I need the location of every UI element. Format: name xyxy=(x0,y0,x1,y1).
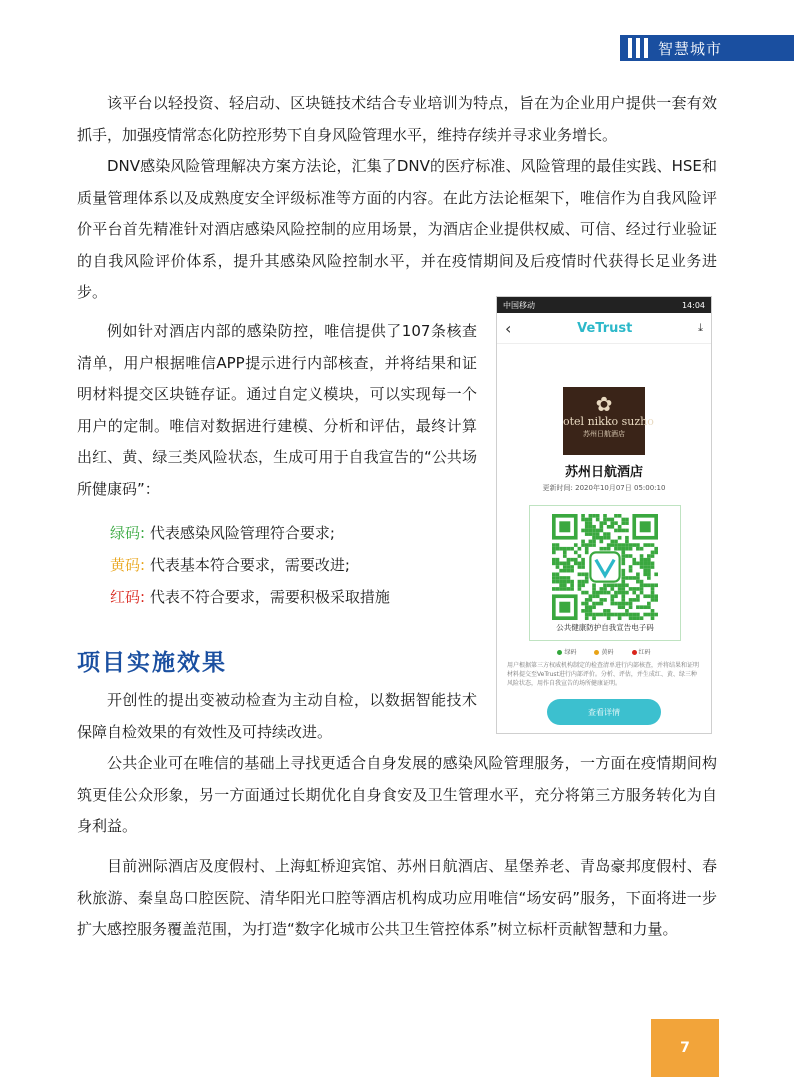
code-legend xyxy=(497,647,711,656)
red-code-text: 代表不符合要求，需要积极采取措施 xyxy=(145,588,390,606)
code-description: 用户根据第三方权威机构制定的检查清单进行内部核查，并将结果和证明材料提交至VeTrust进行内部评价。分析、评估，并生成红、黄、绿三种风险状态，用作自我宣告的场所健康证明。 xyxy=(507,662,700,687)
update-time: 更新时间: 2020年10月07日 05:00:10 xyxy=(542,484,666,492)
qr-caption: 公共健康防护自我宣告电子码 xyxy=(556,623,654,632)
yellow-code-label: 黄码: xyxy=(110,556,146,574)
yellow-code-text: 代表基本符合要求，需要改进; xyxy=(145,556,350,574)
hotel-logo xyxy=(563,387,654,455)
legend-yellow xyxy=(594,647,613,656)
phone-screenshot xyxy=(496,296,712,734)
legend-red xyxy=(632,647,651,656)
back-arrow-icon[interactable]: ‹ xyxy=(505,318,512,338)
red-code-line xyxy=(110,582,390,613)
download-icon[interactable]: ⤓ xyxy=(698,321,703,334)
legend-red-label: 红码 xyxy=(638,649,651,656)
legend-yellow-label: 黄码 xyxy=(601,649,614,656)
paragraph-1: 该平台以轻投资、轻启动、区块链技术结合专业培训为特点，旨在为企业用户提供一套有效抓手，加强疫情常态化防控形势下自身风险管理水平，维持存续并寻求业务增长。 xyxy=(77,94,717,144)
green-code-label: 绿码: xyxy=(110,524,146,542)
header-title: 智慧城市 xyxy=(658,39,723,58)
green-code-text: 代表感染风险管理符合要求; xyxy=(145,524,335,542)
header-stripe xyxy=(628,38,632,58)
legend-green-label: 绿码 xyxy=(564,649,577,656)
paragraph-3: 例如针对酒店内部的感染防控，唯信提供了107条核查清单，用户根据唯信APP提示进行内部核查，并将结果和证明材料提交区块链存证。通过自定义模块，可以实现每一个用户的定制。唯信对数据进行建模、分析和评估，最终计算出红、黄、绿三类风险状态，生成可用于自我宣告的“公共场所健康码”： xyxy=(77,322,477,498)
hotel-logo-en: otel nikko suzho xyxy=(563,415,654,428)
view-details-button[interactable]: 查看详情 xyxy=(547,699,661,725)
app-bar xyxy=(497,313,711,344)
header-stripe xyxy=(636,38,640,58)
hotel-logo-cn: 苏州日航酒店 xyxy=(583,430,625,438)
legend-green xyxy=(557,647,576,656)
paragraph-4: 开创性的提出变被动检查为主动自检，以数据智能技术保障自检效果的有效性及可持续改进。 xyxy=(77,691,477,741)
page-number: 7 xyxy=(651,1019,719,1077)
green-code-line xyxy=(110,518,335,549)
status-carrier: 中国移动 xyxy=(503,300,535,310)
paragraph-2: DNV感染风险管理解决方案方法论，汇集了DNV的医疗标准、风险管理的最佳实践、HSE和质量管理体系以及成熟度安全评级标准等方面的内容。在此方法论框架下，唯信作为自我风险评价平台首先精准针对酒店感染风险控制的应用场景，为酒店企业提供权威、可信、经过行业验证的自我风险评价体系，提升其感染风险控制水平，并在疫情期间及后疫情时代获得长足业务进步。 xyxy=(77,157,717,301)
health-code-box xyxy=(529,505,681,641)
flower-icon: ✿ xyxy=(595,392,613,416)
section-title: 项目实施效果 xyxy=(77,650,227,676)
hotel-name: 苏州日航酒店 xyxy=(564,465,643,480)
status-time: 14:04 xyxy=(681,300,705,310)
qr-code xyxy=(552,514,658,620)
header-stripe xyxy=(644,38,648,58)
paragraph-5: 公共企业可在唯信的基础上寻找更适合自身发展的感染风险管理服务，一方面在疫情期间构筑更佳公众形象，另一方面通过长期优化自身食安及卫生管理水平，充分将第三方服务转化为自身利益。 xyxy=(77,754,717,835)
red-code-label: 红码: xyxy=(110,588,146,606)
header-banner xyxy=(620,35,794,61)
vetrust-logo: VeTrust xyxy=(577,320,633,336)
paragraph-6: 目前洲际酒店及度假村、上海虹桥迎宾馆、苏州日航酒店、星堡养老、青岛豪邦度假村、春秋旅游、秦皇岛口腔医院、清华阳光口腔等酒店机构成功应用唯信“场安码”服务，下面将进一步扩大感控服务覆盖范围，为打造“数字化城市公共卫生管控体系”树立标杆贡献智慧和力量。 xyxy=(77,857,717,938)
phone-status-bar xyxy=(497,297,711,313)
yellow-code-line xyxy=(110,550,350,581)
